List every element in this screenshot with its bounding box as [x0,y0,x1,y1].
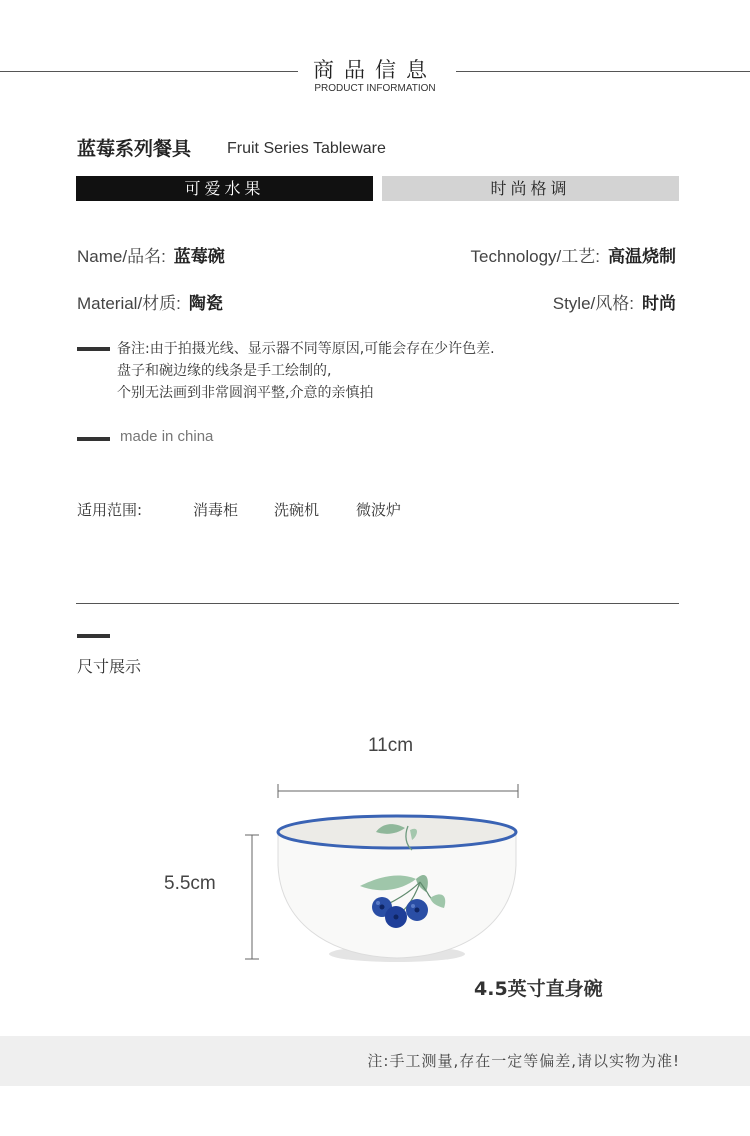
usage-label: 适用范围: [77,501,143,519]
tab-fashion-style[interactable]: 时尚格调 [382,176,679,201]
size-section-title: 尺寸展示 [77,657,142,676]
note-line-3: 个别无法画到非常圆润平整,介意的亲慎拍 [117,385,374,401]
usage-item-microwave: 微波炉 [356,501,402,519]
product-title: 蓝莓系列餐具 [77,138,192,160]
note-line-2: 盘子和碗边缘的线条是手工绘制的, [117,363,332,379]
spec-name-value: 蓝莓碗 [173,247,225,267]
tab-cute-fruit[interactable]: 可爱水果 [76,176,373,201]
bowl-caption: 4.5英寸直身碗 [474,978,603,1000]
width-dimension-line [278,784,518,798]
spec-material-value: 陶瓷 [188,294,223,314]
origin-bullet-bar [77,437,110,441]
spec-technology-label: Technology/工艺: [470,247,600,266]
footer-note: 注:手工测量,存在一定等偏差,请以实物为准! [367,1052,680,1070]
bowl-illustration [230,770,540,970]
height-dimension-line [245,835,259,959]
usage-item-sterilizer: 消毒柜 [193,501,239,519]
product-subtitle: Fruit Series Tableware [227,140,386,157]
section-divider [76,603,679,604]
spec-technology-value: 高温烧制 [608,247,676,267]
origin-text: made in china [120,428,214,445]
footer-bar [0,1036,750,1086]
spec-technology [471,242,676,267]
spec-material [77,289,223,314]
note-line-1: 备注:由于拍摄光线、显示器不同等原因,可能会存在少许色差. [117,341,495,357]
section-title: 商品信息 [313,58,437,82]
spec-style-value: 时尚 [642,294,676,314]
note-bullet-bar [77,347,110,351]
usage-item-dishwasher: 洗碗机 [274,501,320,519]
height-dimension-label: 5.5cm [164,873,216,894]
spec-name-label: Name/品名: [77,247,166,266]
spec-material-label: Material/材质: [77,294,181,313]
width-dimension-label: 11cm [368,735,414,756]
size-bullet-bar [77,634,110,638]
spec-name [77,242,225,267]
section-subtitle: PRODUCT INFORMATION [314,83,436,94]
spec-style [553,289,676,314]
spec-style-label: Style/风格: [552,294,634,313]
